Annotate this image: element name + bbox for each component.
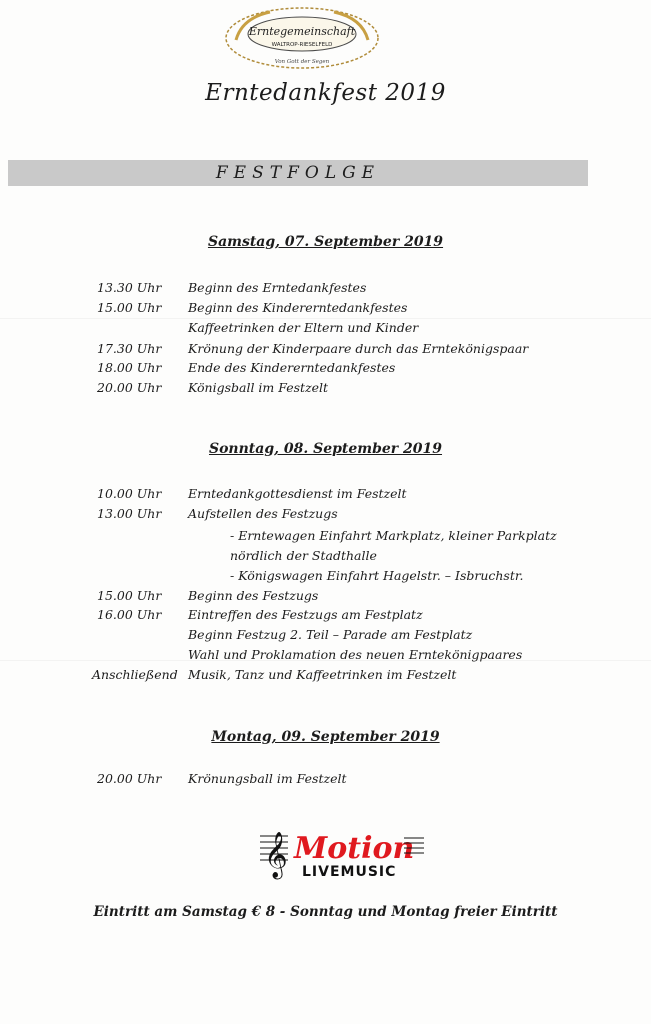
logo-name: Erntegemeinschaft bbox=[248, 25, 356, 38]
row-time: 17.30 Uhr bbox=[97, 341, 162, 356]
schedule-row bbox=[0, 318, 651, 338]
row-time: 20.00 Uhr bbox=[97, 380, 162, 395]
admission-note: Eintritt am Samstag € 8 - Sonntag und Montag freier Eintritt bbox=[93, 904, 558, 920]
schedule-row bbox=[0, 298, 651, 318]
schedule-row bbox=[0, 546, 651, 566]
schedule-row bbox=[0, 665, 651, 685]
schedule-row bbox=[0, 586, 651, 606]
day-heading: Montag, 09. September 2019 bbox=[211, 729, 440, 745]
row-time: Anschließend bbox=[92, 667, 178, 682]
schedule-row bbox=[0, 526, 651, 546]
row-time: 10.00 Uhr bbox=[97, 486, 162, 501]
row-desc: Beginn des Festzugs bbox=[188, 588, 319, 603]
schedule-row bbox=[0, 378, 651, 398]
day-heading: Sonntag, 08. September 2019 bbox=[208, 441, 443, 457]
treble-clef-icon bbox=[260, 832, 288, 880]
row-desc: Beginn des Kindererntedankfestes bbox=[188, 300, 408, 315]
logo-subtitle: WALTROP-RIESELFELD bbox=[271, 42, 333, 48]
row-time: 15.00 Uhr bbox=[97, 300, 162, 315]
band-tagline: LIVEMUSIC bbox=[302, 864, 397, 880]
schedule-row bbox=[0, 504, 651, 524]
schedule-row bbox=[0, 484, 651, 504]
schedule-row bbox=[0, 278, 651, 298]
page-title: Erntedankfest 2019 bbox=[205, 80, 446, 106]
schedule-row bbox=[0, 769, 651, 789]
erntegemeinschaft-logo bbox=[222, 4, 382, 72]
row-time: 20.00 Uhr bbox=[97, 771, 162, 786]
day-heading: Samstag, 07. September 2019 bbox=[207, 234, 444, 250]
row-desc: Eintreffen des Festzugs am Festplatz bbox=[188, 607, 423, 622]
row-time: 15.00 Uhr bbox=[97, 588, 162, 603]
row-desc: Krönung der Kinderpaare durch das Erntekönigspaar bbox=[188, 341, 529, 356]
wheat-wreath-icon bbox=[222, 4, 382, 72]
schedule-row bbox=[0, 566, 651, 586]
row-desc: Beginn Festzug 2. Teil – Parade am Festplatz bbox=[188, 627, 473, 642]
row-time: 13.00 Uhr bbox=[97, 506, 162, 521]
row-desc: Musik, Tanz und Kaffeetrinken im Festzelt bbox=[188, 667, 457, 682]
row-desc: Ende des Kindererntedankfestes bbox=[188, 360, 396, 375]
row-desc: Krönungsball im Festzelt bbox=[188, 771, 347, 786]
band-name: Motion bbox=[294, 831, 415, 866]
motion-livemusic-logo bbox=[258, 826, 426, 886]
row-time: 13.30 Uhr bbox=[97, 280, 162, 295]
row-desc: Erntedankgottesdienst im Festzelt bbox=[188, 486, 407, 501]
row-desc: nördlich der Stadthalle bbox=[230, 548, 377, 563]
row-desc: Beginn des Erntedankfestes bbox=[188, 280, 367, 295]
row-desc: - Erntewagen Einfahrt Markplatz, kleiner Parkplatz bbox=[230, 528, 557, 543]
schedule-row bbox=[0, 358, 651, 378]
svg-text:𝄞: 𝄞 bbox=[264, 832, 288, 878]
schedule-row bbox=[0, 625, 651, 645]
row-desc: - Königswagen Einfahrt Hagelstr. – Isbruchstr. bbox=[230, 568, 524, 583]
row-time: 18.00 Uhr bbox=[97, 360, 162, 375]
schedule-row bbox=[0, 605, 651, 625]
row-desc: Kaffeetrinken der Eltern und Kinder bbox=[188, 320, 419, 335]
row-desc: Aufstellen des Festzugs bbox=[188, 506, 338, 521]
row-time: 16.00 Uhr bbox=[97, 607, 162, 622]
row-desc: Königsball im Festzelt bbox=[188, 380, 329, 395]
logo-motto: Von Gott der Segen bbox=[274, 59, 330, 65]
schedule-row bbox=[0, 645, 651, 665]
row-desc: Wahl und Proklamation des neuen Erntekönigpaares bbox=[188, 647, 523, 662]
section-heading: FESTFOLGE bbox=[215, 163, 381, 183]
schedule-row bbox=[0, 339, 651, 359]
